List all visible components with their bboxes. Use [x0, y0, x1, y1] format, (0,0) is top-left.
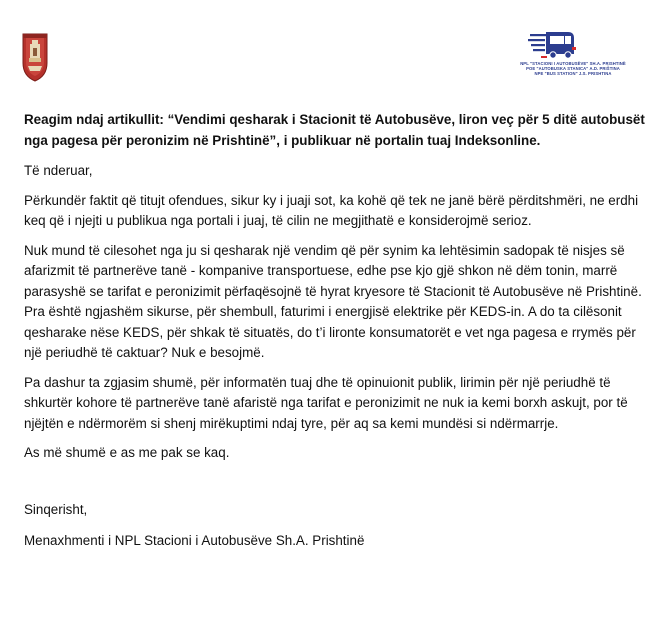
company-logo-text [498, 61, 648, 76]
letter-closing: Sinqerisht, [24, 501, 88, 517]
letter-signature: Menaxhmenti i NPL Stacioni i Autobusëve Sh.A. Prishtinë [24, 533, 365, 548]
bus-station-logo-icon [528, 30, 578, 60]
letter-paragraph: Përkundër faktit që titujt ofendues, sikur ky i juaji sot, ka kohë që tek ne janë bërë përditshmëri, ne erdhi keq që i njejti u publikua nga portali i juaj, të cilin ne megjithatë e konsiderojmë serioz. [24, 192, 639, 228]
municipal-crest-icon [20, 30, 50, 82]
logo-line: NPL "STACIONI I AUTOBUSËVE" SH.A. PRISHTINË [520, 61, 626, 66]
letter-body [24, 110, 646, 552]
logo-line: NPE "BUS STATION" J.S. PRISHTINA [534, 71, 612, 76]
letter-paragraph: Nuk mund të cilesohet nga ju si qesharak një vendim që për synim ka lehtësimin sadopak të nisjes së afarizmit të partnerëve tanë - kompanive transportuese, edhe pse kjo gjë shkon në dëm tonin, marrë parasyshë se tarifat e peronizimit përfaqësojnë të hyrat kryesore të Stacionit të Autobusëve në Prishtinë. Pra është ngjashëm sikurse, për shembull, faturimi i energjisë elektrike për KEDS-in. A do ta cilësonit qesharake nëse KEDS, për shkak të situatës, do t’i lironte konsumatorët e vet nga pagesa e rrymës për një periudhë të caktuar? Nuk e besojmë. [24, 242, 642, 360]
letter-heading: Reagim ndaj artikullit: “Vendimi qesharak i Stacionit të Autobusëve, liron veç për 5 ditë autobusët nga pagesa për peronizim në Prishtinë”, i publikuar në portalin tuaj Indeksonline. [24, 112, 645, 148]
company-logo [498, 30, 648, 92]
letter-paragraph: As më shumë e as me pak se kaq. [24, 445, 230, 460]
letter-greeting: Të nderuar, [24, 163, 93, 178]
logo-line: POE "AUTOBUSKA STANICA" A.D. PRIŠTINA [526, 66, 620, 71]
letter-paragraph: Pa dashur ta zgjasim shumë, për informatën tuaj dhe të opinuionit publik, lirimin për një periudhë të shkurtër kohore të partnerëve tanë afaristë nga tarifat e peronizimit ne nuk ia kemi borxh askujt, por të njëjtën e ndërmorëm si shenj mirëkuptimi ndaj tyre, për aq sa kemi mundësi si ndërmarrje. [24, 374, 628, 431]
